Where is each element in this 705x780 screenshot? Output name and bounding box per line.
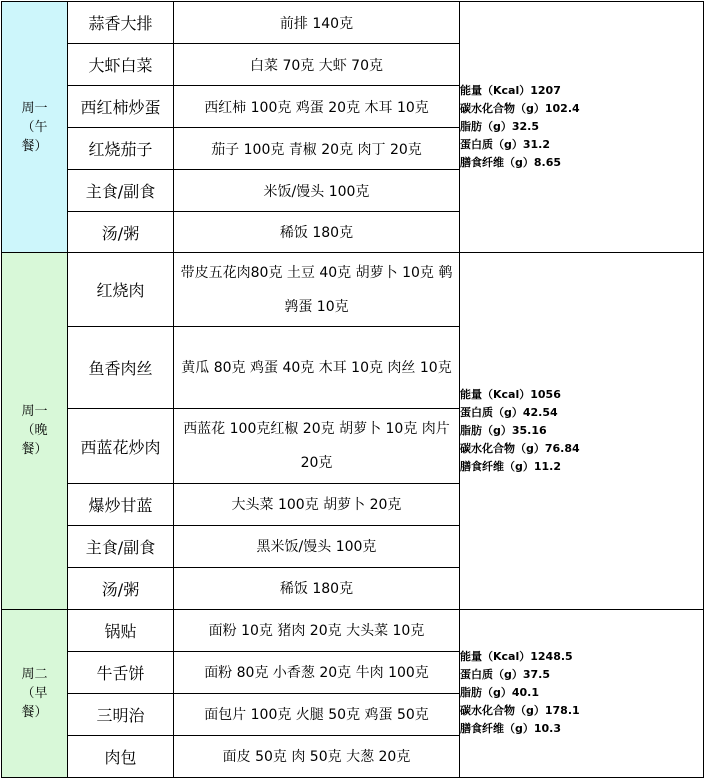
dish-ingredients: 黄瓜 80克 鸡蛋 40克 木耳 10克 肉丝 10克 (174, 327, 460, 409)
dish-ingredients: 大头菜 100克 胡萝卜 20克 (174, 483, 460, 525)
dish-name: 锅贴 (68, 609, 174, 651)
dish-name: 红烧茄子 (68, 128, 174, 170)
meal-label-mon-dinner: 周一 （晚 餐） (2, 253, 68, 609)
dish-name: 牛舌饼 (68, 651, 174, 693)
dish-ingredients: 米饭/馒头 100克 (174, 170, 460, 212)
dish-name: 西红柿炒蛋 (68, 86, 174, 128)
dish-ingredients: 白菜 70克 大虾 70克 (174, 44, 460, 86)
dish-ingredients: 黑米饭/馒头 100克 (174, 525, 460, 567)
dish-name: 爆炒甘蓝 (68, 483, 174, 525)
dish-ingredients: 稀饭 180克 (174, 567, 460, 609)
dish-name: 主食/副食 (68, 170, 174, 212)
meal-label-mon-lunch: 周一 （午 餐） (2, 2, 68, 253)
dish-ingredients: 面粉 10克 猪肉 20克 大头菜 10克 (174, 609, 460, 651)
nutrition-info-mon-lunch: 能量（Kcal）1207 碳水化合物（g）102.4 脂肪（g）32.5 蛋白质（g）31.2 膳食纤维（g）8.65 (460, 2, 704, 253)
dish-ingredients: 茄子 100克 青椒 20克 肉丁 20克 (174, 128, 460, 170)
dish-name: 红烧肉 (68, 253, 174, 327)
dish-ingredients: 西蓝花 100克红椒 20克 胡萝卜 10克 肉片 20克 (174, 409, 460, 483)
dish-ingredients: 面包片 100克 火腿 50克 鸡蛋 50克 (174, 693, 460, 735)
dish-name: 三明治 (68, 693, 174, 735)
dish-name: 肉包 (68, 735, 174, 777)
dish-ingredients: 面粉 80克 小香葱 20克 牛肉 100克 (174, 651, 460, 693)
dish-name: 大虾白菜 (68, 44, 174, 86)
nutrition-info-mon-dinner: 能量（Kcal）1056 蛋白质（g）42.54 脂肪（g）35.16 碳水化合物（g）76.84 膳食纤维（g）11.2 (460, 253, 704, 609)
nutrition-info-tue-breakfast: 能量（Kcal）1248.5 蛋白质（g）37.5 脂肪（g）40.1 碳水化合物（g）178.1 膳食纤维（g）10.3 (460, 609, 704, 777)
dish-name: 蒜香大排 (68, 2, 174, 44)
menu-table (1, 1, 704, 778)
dish-name: 西蓝花炒肉 (68, 409, 174, 483)
dish-name: 鱼香肉丝 (68, 327, 174, 409)
dish-name: 汤/粥 (68, 567, 174, 609)
meal-label-tue-breakfast: 周二 （早 餐） (2, 609, 68, 777)
dish-ingredients: 西红柿 100克 鸡蛋 20克 木耳 10克 (174, 86, 460, 128)
dish-ingredients: 面皮 50克 肉 50克 大葱 20克 (174, 735, 460, 777)
dish-ingredients: 前排 140克 (174, 2, 460, 44)
dish-ingredients: 稀饭 180克 (174, 212, 460, 253)
dish-name: 主食/副食 (68, 525, 174, 567)
table-row (2, 2, 704, 44)
table-row (2, 609, 704, 651)
dish-ingredients: 带皮五花肉80克 土豆 40克 胡萝卜 10克 鹌鹑蛋 10克 (174, 253, 460, 327)
dish-name: 汤/粥 (68, 212, 174, 253)
table-row (2, 253, 704, 327)
